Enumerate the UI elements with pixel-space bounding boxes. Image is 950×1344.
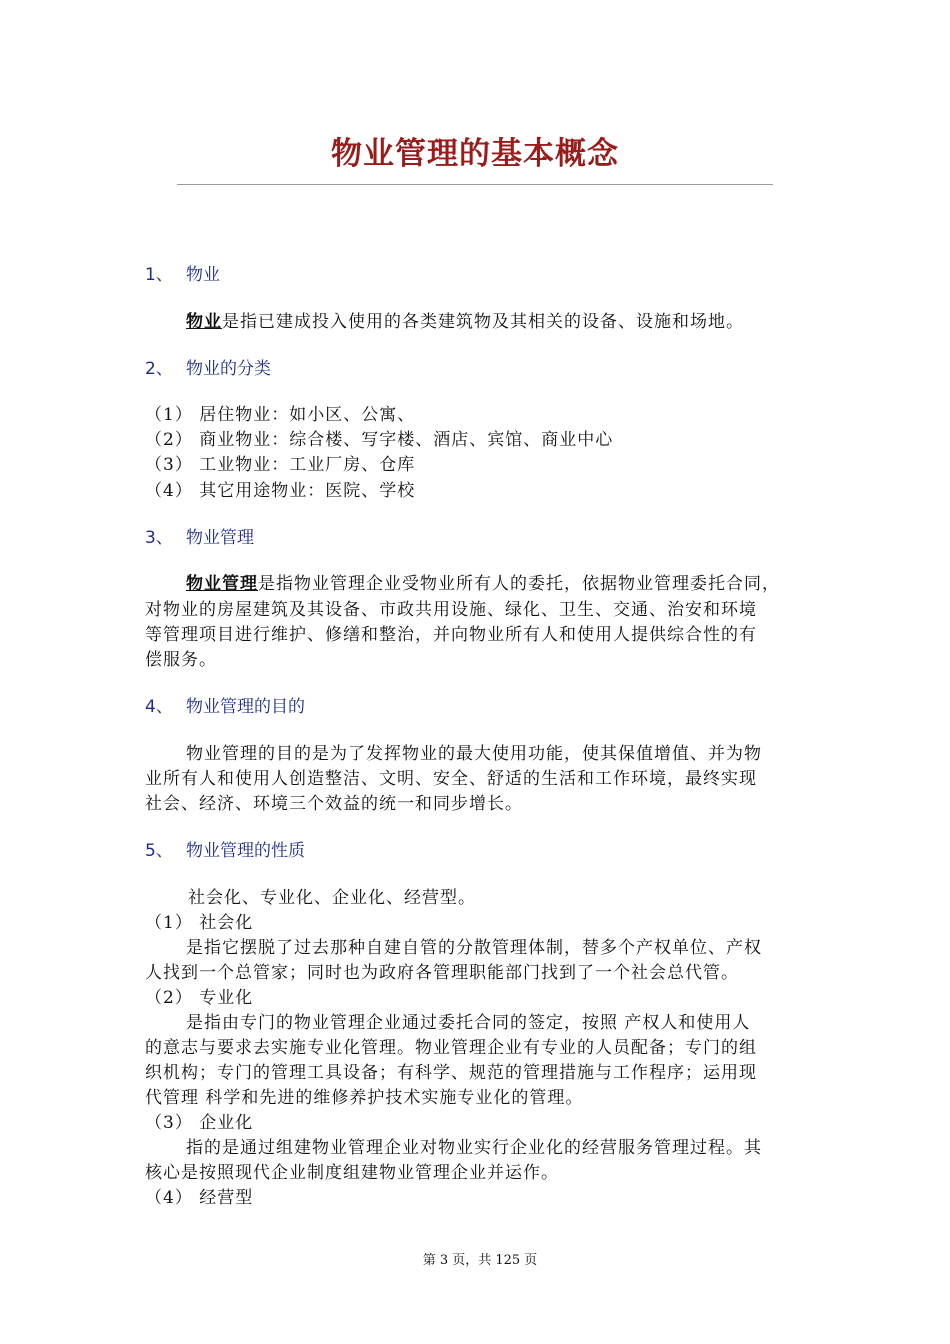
list-item: （4） 其它用途物业：医院、学校 xyxy=(145,481,416,501)
paragraph-line: 的意志与要求去实施专业化管理。物业管理企业有专业的人员配备；专门的组 xyxy=(145,1038,757,1058)
paragraph-line: 等管理项目进行维护、修缮和整治，并向物业所有人和使用人提供综合性的有 xyxy=(145,625,757,645)
page-title: 物业管理的基本概念 xyxy=(331,136,619,172)
section-2-heading xyxy=(145,354,271,379)
section-1-definition xyxy=(186,307,744,332)
paragraph-line: 社会、经济、环境三个效益的统一和同步增长。 xyxy=(145,794,523,814)
section-1-heading xyxy=(145,260,220,285)
subsection-label: （4） 经营型 xyxy=(145,1188,254,1208)
section-number: 1、 xyxy=(145,265,173,285)
paragraph-line: 对物业的房屋建筑及其设备、市政共用设施、绿化、卫生、交通、治安和环境 xyxy=(145,600,757,620)
page-number-footer: 第 3 页，共 125 页 xyxy=(422,1253,538,1268)
paragraph-line: 物业管理的目的是为了发挥物业的最大使用功能，使其保值增值、并为物 xyxy=(186,744,762,764)
section-number: 4、 xyxy=(145,697,173,717)
subsection-label: （1） 社会化 xyxy=(145,913,254,933)
list-item: （1） 居住物业：如小区、公寓、 xyxy=(145,405,416,425)
section-5-heading xyxy=(145,836,305,861)
section-number: 2、 xyxy=(145,359,173,379)
paragraph-line: 核心是按照现代企业制度组建物业管理企业并运作。 xyxy=(145,1163,559,1183)
paragraph-line xyxy=(186,569,780,594)
section-title: 物业管理的目的 xyxy=(186,697,305,717)
list-item: （2） 商业物业：综合楼、写字楼、酒店、宾馆、商业中心 xyxy=(145,430,614,450)
paragraph-line: 人找到一个总管家；同时也为政府各管理职能部门找到了一个社会总代管。 xyxy=(145,963,739,983)
section-number: 3、 xyxy=(145,528,173,548)
paragraph-line: 是指由专门的物业管理企业通过委托合同的签定，按照 产权人和使用人 xyxy=(186,1013,751,1033)
section-title: 物业管理 xyxy=(186,528,254,548)
definition-text: 是指物业管理企业受物业所有人的委托，依据物业管理委托合同， xyxy=(258,574,780,594)
defined-term: 物业 xyxy=(186,312,222,332)
defined-term: 物业管理 xyxy=(186,574,258,594)
definition-text: 是指已建成投入使用的各类建筑物及其相关的设备、设施和场地。 xyxy=(222,312,744,332)
paragraph-line: 代管理 科学和先进的维修养护技术实施专业化的管理。 xyxy=(145,1088,584,1108)
paragraph-line: 织机构；专门的管理工具设备；有科学、规范的管理措施与工作程序；运用现 xyxy=(145,1063,757,1083)
paragraph-line: 是指它摆脱了过去那种自建自管的分散管理体制，替多个产权单位、产权 xyxy=(186,938,762,958)
section-title: 物业 xyxy=(186,265,220,285)
section-3-heading xyxy=(145,523,254,548)
section-title: 物业的分类 xyxy=(186,359,271,379)
section-number: 5、 xyxy=(145,841,173,861)
paragraph-line: 社会化、专业化、企业化、经营型。 xyxy=(188,888,476,908)
subsection-label: （2） 专业化 xyxy=(145,988,254,1008)
subsection-label: （3） 企业化 xyxy=(145,1113,254,1133)
list-item: （3） 工业物业：工业厂房、仓库 xyxy=(145,455,416,475)
section-title: 物业管理的性质 xyxy=(186,841,305,861)
paragraph-line: 业所有人和使用人创造整洁、文明、安全、舒适的生活和工作环境，最终实现 xyxy=(145,769,757,789)
title-divider xyxy=(177,184,773,185)
paragraph-line: 指的是通过组建物业管理企业对物业实行企业化的经营服务管理过程。其 xyxy=(186,1138,762,1158)
paragraph-line: 偿服务。 xyxy=(145,650,217,670)
section-4-heading xyxy=(145,692,305,717)
